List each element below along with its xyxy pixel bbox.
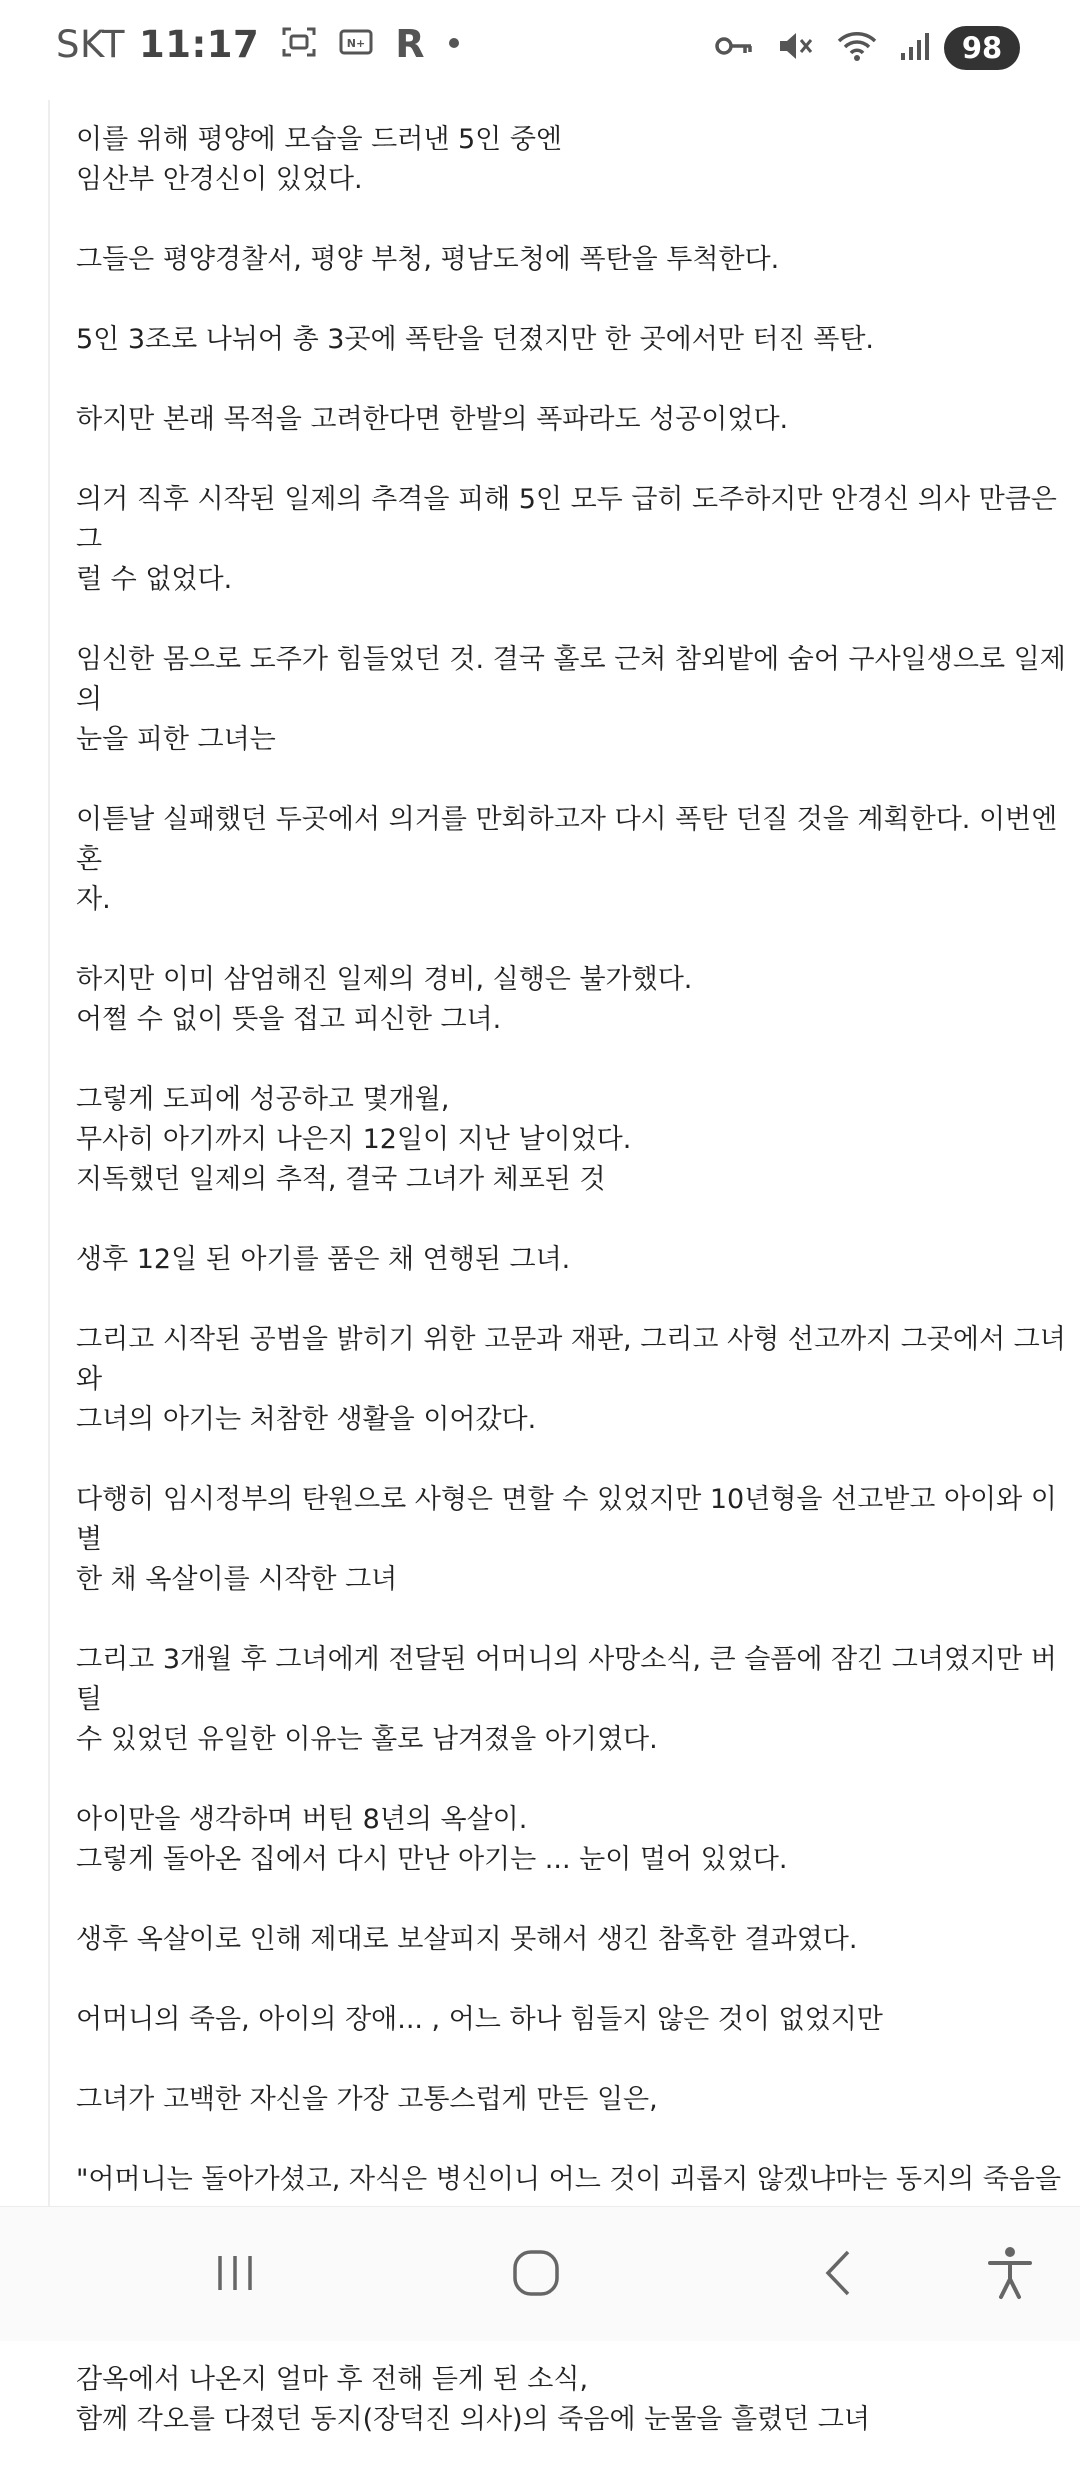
article-line: 이튿날 실패했던 두곳에서 의거를 만회하고자 다시 폭탄 던질 것을 계획한다. 이번엔 혼	[76, 804, 1058, 875]
home-button[interactable]	[506, 2245, 566, 2305]
article-line: 생후 12일 된 아기를 품은 채 연행된 그녀.	[76, 1244, 571, 1275]
article-line: 5인 3조로 나뉘어 총 3곳에 폭탄을 던졌지만 한 곳에서만 터진 폭탄.	[76, 324, 874, 355]
back-button[interactable]	[808, 2245, 868, 2305]
article-line: 다행히 임시정부의 탄원으로 사형은 면할 수 있었지만 10년형을 선고받고 아이와 이별	[76, 1484, 1057, 1555]
accessibility-icon	[987, 2245, 1033, 2305]
article-line: 의거 직후 시작된 일제의 추격을 피해 5인 모두 급히 도주하지만 안경신 의사 만큼은 그	[76, 484, 1057, 555]
article-paragraph	[76, 1800, 1076, 1880]
battery-level: 98	[944, 26, 1020, 70]
article-line: 그리고 시작된 공범을 밝히기 위한 고문과 재판, 그리고 사형 선고까지 그곳에서 그녀와	[76, 1324, 1066, 1395]
article-line: 그녀가 고백한 자신을 가장 고통스럽게 만든 일은,	[76, 2084, 658, 2115]
article-paragraph	[76, 320, 1076, 360]
nfc-icon	[339, 28, 373, 60]
article-paragraph	[76, 400, 1076, 440]
recent-apps-button[interactable]	[205, 2245, 265, 2305]
article-line: 자.	[76, 884, 111, 915]
article-line: 어머니의 죽음, 아이의 장애... , 어느 하나 힘들지 않은 것이 없었지만	[76, 2004, 883, 2035]
article-line: 임산부 안경신이 있었다.	[76, 164, 363, 195]
article-line: 그녀의 아기는 처참한 생활을 이어갔다.	[76, 1404, 537, 1435]
article-line: 눈을 피한 그녀는	[76, 724, 276, 755]
article-line: 하지만 본래 목적을 고려한다면 한발의 폭파라도 성공이었다.	[76, 404, 789, 435]
article-paragraph	[76, 2080, 1076, 2120]
mute-icon	[776, 29, 814, 67]
status-bar	[0, 0, 1080, 100]
article-line: 이를 위해 평양에 모습을 드러낸 5인 중엔	[76, 124, 562, 155]
article-paragraph	[76, 640, 1076, 760]
article-paragraph	[76, 1320, 1076, 1440]
article-paragraph	[76, 240, 1076, 280]
article-paragraph	[76, 480, 1076, 600]
article-paragraph	[76, 1480, 1076, 1600]
r-app-icon: R	[395, 22, 426, 66]
svg-text:N+: N+	[347, 37, 366, 50]
article-line: 한 채 옥살이를 시작한 그녀	[76, 1564, 398, 1595]
status-bar-right	[692, 26, 1020, 70]
accessibility-button[interactable]	[980, 2245, 1040, 2305]
article-line: 그들은 평양경찰서, 평양 부청, 평남도청에 폭탄을 투척한다.	[76, 244, 780, 275]
article-line: 함께 각오를 다졌던 동지(장덕진 의사)의 죽음에 눈물을 흘렸던 그녀	[76, 2404, 870, 2435]
screenshot-icon	[281, 25, 317, 63]
status-bar-left	[56, 22, 461, 66]
article-body	[76, 120, 1076, 2480]
article-paragraph	[76, 1240, 1076, 1280]
article-paragraph	[76, 960, 1076, 1040]
article-line: 하지만 이미 삼엄해진 일제의 경비, 실행은 불가했다.	[76, 964, 693, 995]
back-icon	[818, 2248, 858, 2302]
article-line: 그렇게 도피에 성공하고 몇개월,	[76, 1084, 450, 1115]
recent-apps-icon	[212, 2250, 258, 2300]
article-container[interactable]	[48, 100, 1082, 2435]
article-line: 지독했던 일제의 추적, 결국 그녀가 체포된 것	[76, 1164, 606, 1195]
article-paragraph	[76, 1920, 1076, 1960]
article-line: 감옥에서 나온지 얼마 후 전해 듣게 된 소식,	[76, 2364, 589, 2395]
article-line: 수 있었던 유일한 이유는 홀로 남겨졌을 아기였다.	[76, 1724, 658, 1755]
article-line: 임신한 몸으로 도주가 힘들었던 것. 결국 홀로 근처 참외밭에 숨어 구사일생으로 일제의	[76, 644, 1066, 715]
wifi-icon	[836, 29, 878, 67]
clock: 11:17	[138, 22, 260, 66]
article-paragraph	[76, 1640, 1076, 1760]
signal-icon	[900, 31, 930, 65]
navigation-bar	[0, 2206, 1080, 2341]
article-line: 그렇게 돌아온 집에서 다시 만난 아기는 ... 눈이 멀어 있었다.	[76, 1844, 788, 1875]
article-line: 럴 수 없었다.	[76, 564, 233, 595]
article-paragraph	[76, 1080, 1076, 1200]
article-paragraph	[76, 2000, 1076, 2040]
article-paragraph	[76, 800, 1076, 920]
article-paragraph	[76, 2360, 1076, 2440]
article-line: "어머니는 돌아가셨고, 자식은 병신이니 어느 것이 괴롭지 않겠냐마는 동지의 죽음을	[76, 2164, 1062, 2195]
article-paragraph	[76, 120, 1076, 200]
key-icon	[714, 33, 754, 63]
article-line: 어쩔 수 없이 뜻을 접고 피신한 그녀.	[76, 1004, 502, 1035]
home-icon	[511, 2248, 561, 2302]
article-line: 생후 옥살이로 인해 제대로 보살피지 못해서 생긴 참혹한 결과였다.	[76, 1924, 858, 1955]
article-line: 그리고 3개월 후 그녀에게 전달된 어머니의 사망소식, 큰 슬픔에 잠긴 그녀였지만 버틸	[76, 1644, 1057, 1715]
carrier-label: SKT	[56, 22, 125, 66]
article-line: 무사히 아기까지 나은지 12일이 지난 날이었다.	[76, 1124, 632, 1155]
article-line: 아이만을 생각하며 버틴 8년의 옥살이.	[76, 1804, 528, 1835]
dot-icon	[447, 35, 461, 54]
